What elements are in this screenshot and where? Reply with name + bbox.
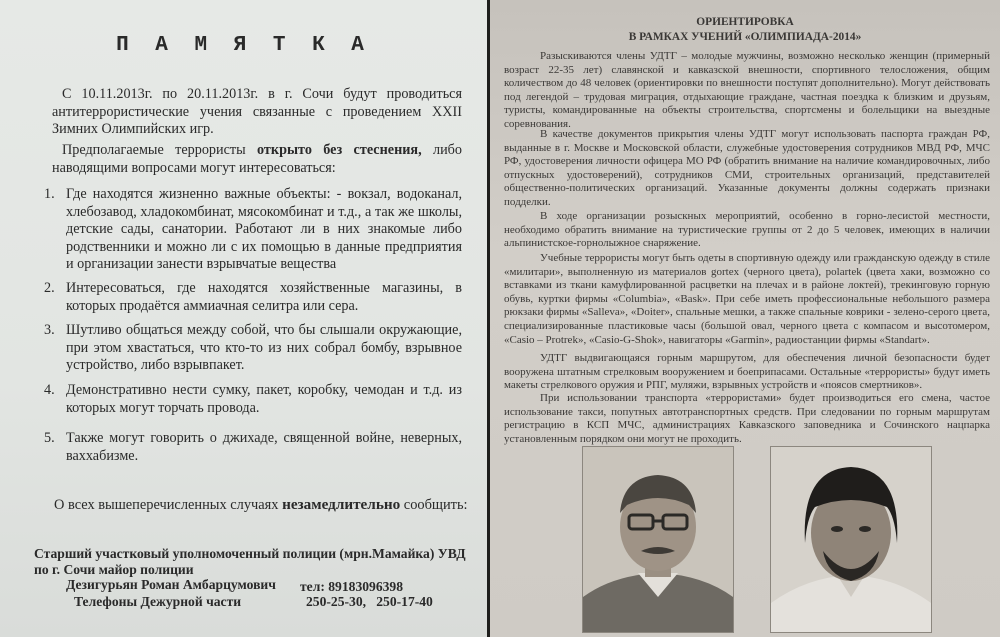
paragraph: УДТГ выдвигающаяся горным маршрутом, для обеспечения личной безопасности будет вооружена штатным стрелковым вооружением и боеприпасами. Остальные «террористы» будут иметь макеты стрелкового оружия и РПГ, муляжи, взрывных устройств и «поясов смертников». [504, 352, 990, 392]
suspect-portrait-2 [771, 447, 931, 632]
lead-bold-text: открыто без стеснения, [257, 142, 422, 158]
item-number: 4. [44, 382, 55, 398]
item-number: 5. [44, 430, 55, 446]
item-number: 3. [44, 322, 55, 338]
orientation-title: ОРИЕНТИРОВКА [696, 16, 794, 28]
suspect-photo-2 [770, 446, 932, 633]
lead-text-tail: либо наводящими вопросами могут интересоваться: [52, 142, 462, 176]
report-bold-text: незамедлительно [282, 496, 401, 513]
list-item: Где находятся жизненно важные объекты: - вокзал, водоканал, хлебозавод, хладокомбинат, мясокомбинат и т.д., а так же школы, детские сады, санатории. Работают ли в них знакомые либо родственники и можно ли с их помощью в данные предприятия и организации занести взрывчатые вещества [66, 186, 462, 273]
lead-text: Предполагаемые террористы [62, 142, 258, 158]
suspect-portrait-1 [583, 447, 733, 632]
paragraph: Разыскиваются члены УДТГ – молодые мужчины, возможно несколько женщин (примерный возраст 22-35 лет) славянской и кавказской внешности, спортивного телосложения, общим количеством до 48 человек (ориентировки по внешности поступят дополнительно). Могут действовать под легендой – трудовая миграция, отдыхающие граждане, частная поездка к близким и друзьям, туристы, командированные на объекты строительства, спортсмены и болельщики на выездные соревнования. [504, 50, 990, 130]
signature-name: Дезигурьян Роман Амбарцумович [66, 577, 276, 592]
paragraph: В качестве документов прикрытия члены УДТГ могут использовать паспорта граждан РФ, выданные в г. Москве и Московской области, служебные удостоверения сотрудников МВД РФ, МЧС РФ, удостоверения личности офицера МО РФ (обратить внимание на наличие командировочных, либо отпускных удостоверений), сотрудников СМИ, строительных организаций, представителей общественно-политических организаций. Указанные документы должны содержать признаки подделки. [504, 128, 990, 208]
leaflet-lead [52, 142, 462, 177]
report-text-tail: сообщить: [400, 497, 468, 513]
orientation-document [490, 0, 1000, 637]
suspect-photo-1 [582, 446, 734, 633]
report-instruction [54, 496, 474, 515]
paragraph: Учебные террористы могут быть одеты в спортивную одежду или гражданскую одежду в стиле «милитари», выполненную из материалов gortex (черного цвета), polartek (цвета хаки, возможно со вставками из ткани камуфлированной расцветки на плечах и в районе локтей), трекинговую горную обувь, куртки фирмы «Columbia», «Bask». При себе иметь профессиональные небольшого размера рюкзаки фирмы «Salleva», «Doiter», спальные мешки, а также спальные коврики - зелено-серого цвета, специализированные пластиковые часы (большой овал, черного цвета с компасом и высотомером, «Casio – Protrek», «Casio-G-Shok», навигаторы «Garmin», радиостанции фирмы «Standart». [504, 252, 990, 346]
list-item: Интересоваться, где находятся хозяйственные магазины, в которых продаётся аммиачная селитра или сера. [66, 280, 462, 314]
list-item: Демонстративно нести сумку, пакет, коробку, чемодан и т.д. из которых могут торчать провода. [66, 382, 462, 416]
item-number: 2. [44, 280, 55, 296]
leaflet-document [0, 0, 487, 637]
duty-phones-label: Телефоны Дежурной части [74, 594, 242, 609]
paragraph: В ходе организации розыскных мероприятий, особенно в горно-лесистой местности, необходимо обратить внимание на туристические группы от 2 до 5 человек, имеющих в наличии альпинистское-горнолыжное снаряжение. [504, 210, 990, 250]
duty-phones: 250-25-30, 250-17-40 [306, 594, 433, 609]
paragraph: При использовании транспорта «террористами» будет производиться его смена, частое использование такси, попутных автотранспортных средств. При следовании по горным маршрутам регистрацию в КСП МЧС, администрациях Кавказского заповедника и Сочинского нацпарка установленным порядком они могут не проходить. [504, 392, 990, 445]
signature-rank: по г. Сочи майор полиции [34, 562, 194, 577]
signature-position: Старший участковый уполномоченный полиции (мрн.Мамайка) УВД [34, 546, 466, 561]
list-item: Также могут говорить о джихаде, священной войне, неверных, ваххабизме. [66, 430, 462, 464]
report-text: О всех вышеперечисленных случаях [54, 497, 283, 513]
orientation-subtitle: В РАМКАХ УЧЕНИЙ «ОЛИМПИАДА-2014» [628, 31, 862, 43]
leaflet-title: П А М Я Т К А [116, 34, 371, 57]
list-item: Шутливо общаться между собой, что бы слышали окружающие, при этом хвастаться, что кто-то из них собрал бомбу, взрывное устройство, либо взрывпакет. [66, 322, 462, 374]
leaflet-intro: С 10.11.2013г. по 20.11.2013г. в г. Сочи будут проводиться антитеррористические учения связанные с проведением XXII Зимних Олимпийских игр. [52, 86, 462, 138]
item-number: 1. [44, 186, 55, 202]
signature-phone: тел: 89183096398 [300, 579, 404, 594]
